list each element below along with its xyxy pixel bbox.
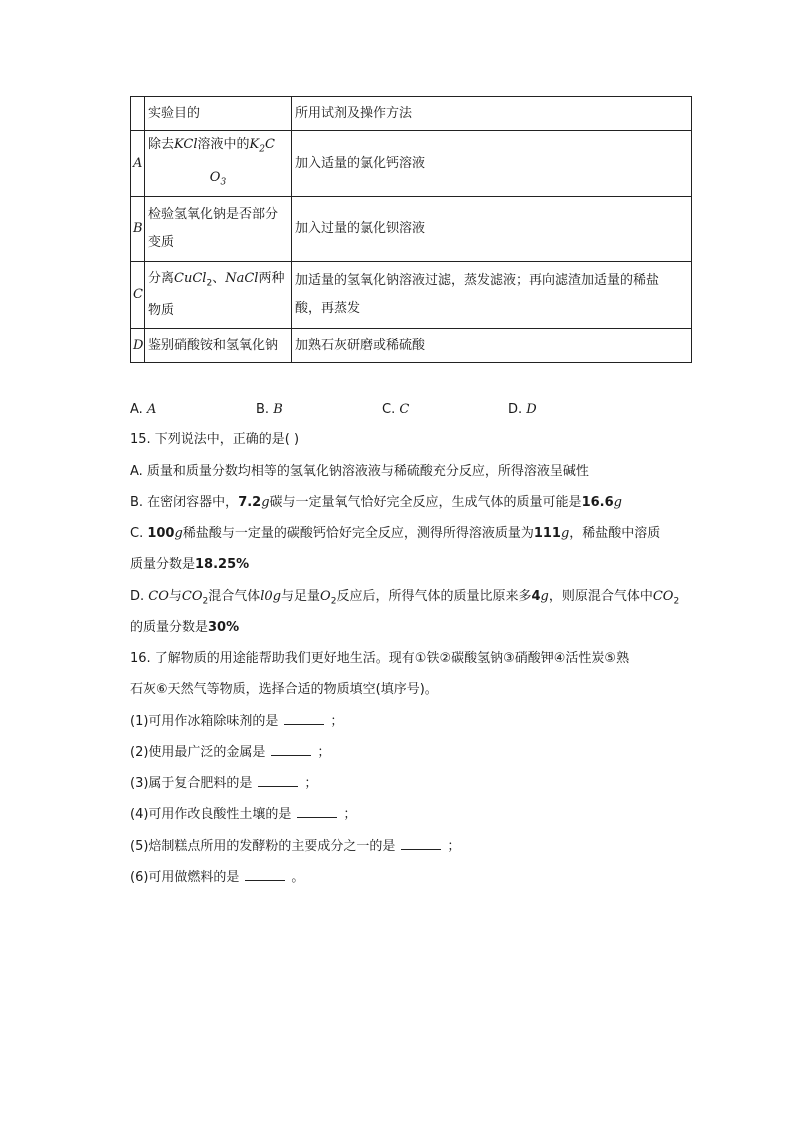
q15-option-d[interactable]: D. CO与$CO_2$混合气体l0g与足量$O_2$反应后，所得气体的质量比原来多4g，则原混合气体中$CO_2$: [130, 589, 680, 607]
header-purpose: 实验目的: [145, 97, 292, 131]
q16-stem-line1: 16. 了解物质的用途能帮助我们更好地生活。现有①铁②碳酸氢钠③硝酸钾④活性炭⑤熟: [130, 651, 630, 666]
q15-option-c[interactable]: C. 100g稀盐酸与一定量的碳酸钙恰好完全反应，测得所得溶液质量为111g，稀盐酸中溶质: [130, 526, 661, 541]
q15-option-d-cont: 的质量分数是30%: [130, 620, 240, 635]
row-method: 加熟石灰研磨或稀硫酸: [292, 329, 692, 363]
purpose-text: 分离: [148, 270, 175, 286]
q16-item-2: (2)使用最广泛的金属是 ；: [130, 741, 330, 765]
q15-stem: 15. 下列说法中，正确的是( ): [130, 432, 300, 447]
purpose-text: 、: [212, 270, 226, 286]
formula: CuCl: [174, 270, 207, 286]
header-label-cell: [131, 97, 145, 131]
table-row: [131, 197, 692, 262]
row-method: 加入适量的氯化钙溶液: [292, 131, 692, 197]
q14-options: [130, 398, 690, 422]
answer-blank[interactable]: [401, 835, 441, 850]
table-row: [131, 262, 692, 329]
row-purpose: [145, 262, 292, 329]
q15-option-a[interactable]: A. 质量和质量分数均相等的氢氧化钠溶液液与稀硫酸充分反应，所得溶液呈碱性: [130, 464, 589, 479]
formula: K: [249, 137, 260, 152]
purpose-text: 溶液中的: [197, 137, 250, 152]
row-label: A: [131, 131, 145, 197]
formula: C: [264, 137, 275, 152]
q16-item-4: (4)可用作改良酸性土壤的是 ；: [130, 803, 356, 827]
option-a[interactable]: A. A: [130, 402, 157, 417]
option-d[interactable]: D. D: [508, 402, 537, 417]
q15-option-b[interactable]: B. 在密闭容器中，7.2g碳与一定量氧气恰好完全反应，生成气体的质量可能是16.6g: [130, 495, 622, 510]
option-c[interactable]: C. C: [382, 402, 410, 417]
q16-item-6: (6)可用做燃料的是 。: [130, 866, 304, 890]
row-method: 加入过量的氯化钡溶液: [292, 197, 692, 262]
row-purpose: [145, 197, 292, 262]
method-text: 酸，再蒸发: [295, 301, 361, 317]
answer-blank[interactable]: [245, 866, 285, 881]
subscript: 2: [206, 278, 213, 289]
answer-blank[interactable]: [258, 772, 298, 787]
subscript: 2: [259, 144, 265, 155]
answer-blank[interactable]: [271, 741, 311, 756]
formula: KCl: [174, 137, 198, 152]
method-text: 加适量的氢氧化钠溶液过滤，蒸发滤液；再向滤渣加适量的稀盐: [295, 273, 660, 289]
row-method: [292, 262, 692, 329]
row-label: C: [131, 262, 145, 329]
row-purpose: 鉴别硝酸铵和氢氧化钠: [145, 329, 292, 363]
header-method: 所用试剂及操作方法: [292, 97, 692, 131]
q16-item-1: (1)可用作冰箱除味剂的是 ；: [130, 710, 343, 734]
option-b[interactable]: B. B: [256, 402, 283, 417]
q16-item-5: (5)焙制糕点所用的发酵粉的主要成分之一的是 ；: [130, 835, 460, 859]
answer-blank[interactable]: [284, 710, 324, 725]
purpose-text: 两种: [258, 270, 285, 286]
purpose-text: 物质: [148, 303, 175, 319]
purpose-text: 除去: [148, 137, 175, 152]
subscript: 3: [220, 177, 227, 188]
table-row: [131, 131, 692, 197]
experiment-table: [130, 96, 692, 363]
formula: O: [209, 169, 221, 185]
q16-item-3: (3)属于复合肥料的是 ；: [130, 772, 317, 796]
answer-blank[interactable]: [297, 803, 337, 818]
row-label: B: [131, 197, 145, 262]
q16-stem-line2: 石灰⑥天然气等物质，选择合适的物质填空(填序号)。: [130, 682, 438, 697]
table-header-row: [131, 97, 692, 131]
formula: NaCl: [225, 270, 259, 286]
row-purpose: [145, 131, 292, 197]
row-label: D: [131, 329, 145, 363]
purpose-text: 检验氢氧化钠是否部分: [148, 207, 279, 223]
table-row: [131, 329, 692, 363]
q15-option-c-cont: 质量分数是18.25%: [130, 557, 250, 572]
purpose-text: 变质: [148, 235, 175, 251]
